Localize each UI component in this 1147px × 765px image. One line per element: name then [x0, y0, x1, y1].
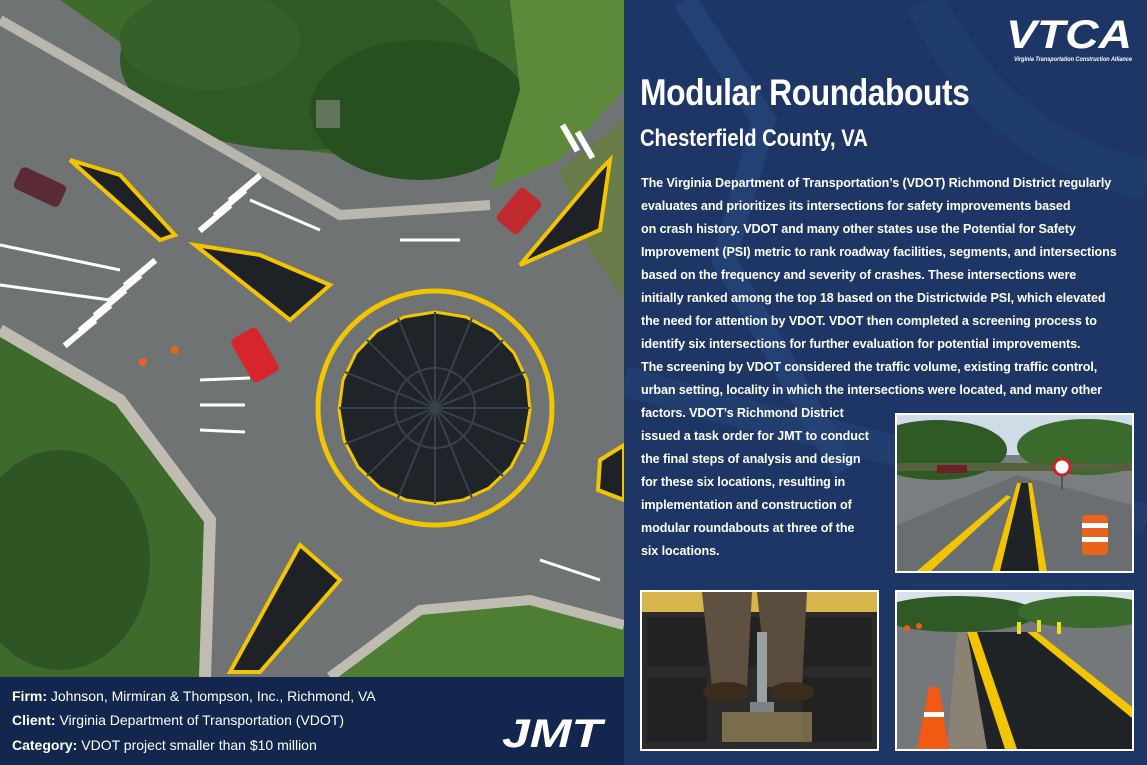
- description-line: six locations.: [641, 544, 720, 558]
- client-label: Client:: [12, 712, 56, 728]
- description-line: initially ranked among the top 18 based on the Districtwide PSI, which elevated: [641, 291, 1106, 305]
- description-line: urban setting, locality in which the intersections were located, and many other: [641, 383, 1102, 397]
- firm-line: [12, 688, 376, 704]
- description-line: issued a task order for JMT to conduct: [641, 429, 869, 443]
- category-label: Category:: [12, 737, 78, 753]
- description-line: The Virginia Department of Transportation’s (VDOT) Richmond District regularly: [641, 176, 1112, 190]
- description-line: factors. VDOT’s Richmond District: [641, 406, 844, 420]
- aerial-roundabout-photo: [0, 0, 624, 677]
- description-line: implementation and construction of: [641, 498, 852, 512]
- vtca-logo: [1004, 12, 1136, 64]
- category-value: VDOT project smaller than $10 million: [81, 737, 317, 753]
- description-line: the final steps of analysis and design: [641, 452, 861, 466]
- description-line: Improvement (PSI) metric to rank roadway facilities, segments, and intersections: [641, 245, 1117, 259]
- client-value: Virginia Department of Transportation (VDOT): [59, 712, 344, 728]
- description-line: identify six intersections for further evaluation for potential improvements.: [641, 337, 1081, 351]
- construction-photo-installation: [895, 590, 1134, 751]
- page-title: Modular Roundabouts: [640, 72, 970, 113]
- description-line: modular roundabouts at three of the: [641, 521, 855, 535]
- description-line: evaluates and prioritizes its intersections for safety improvements based: [641, 199, 1071, 213]
- svg-text:JMT: JMT: [502, 713, 607, 751]
- firm-label: Firm:: [12, 688, 47, 704]
- construction-photo-drilling: [640, 590, 879, 751]
- category-line: [12, 737, 317, 753]
- description-line: on crash history. VDOT and many other states use the Potential for Safety: [641, 222, 1076, 236]
- construction-photo-approach: [895, 413, 1134, 573]
- svg-text:Virginia Transportation Constr: Virginia Transportation Construction Alliance: [1014, 57, 1133, 63]
- page-subtitle: Chesterfield County, VA: [640, 125, 868, 152]
- firm-value: Johnson, Mirmiran & Thompson, Inc., Richmond, VA: [50, 688, 376, 704]
- description-line: the need for attention by VDOT. VDOT then completed a screening process to: [641, 314, 1097, 328]
- jmt-logo: [502, 713, 608, 751]
- client-line: [12, 712, 344, 728]
- description-line: based on the frequency and severity of crashes. These intersections were: [641, 268, 1077, 282]
- description-line: The screening by VDOT considered the traffic volume, existing traffic control,: [641, 360, 1098, 374]
- description-line: for these six locations, resulting in: [641, 475, 846, 489]
- svg-text:VTCA: VTCA: [1006, 13, 1132, 57]
